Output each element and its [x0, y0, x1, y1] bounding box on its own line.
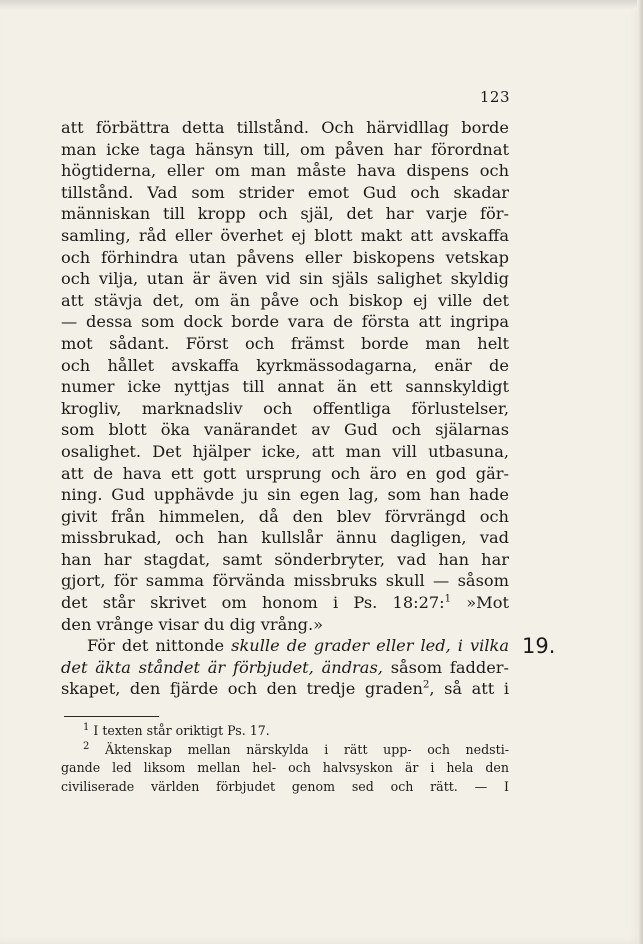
footnote-2-line: civiliserade världen förbjudet genom sed och rätt. — I [61, 778, 509, 794]
psalm-citation: det står skrivet om honom i Ps. 18:27: [61, 593, 445, 613]
text-line: osalighet. Det hjälper icke, att man vill utbasuna, [61, 441, 509, 461]
text-line: — dessa som dock borde vara de första att ingripa [61, 312, 509, 332]
page-right-edge [637, 0, 643, 944]
text-line: numer icke nyttjas till annat än ett sannskyldigt [61, 377, 509, 397]
footnote-1 [61, 722, 509, 741]
text-line: människan till kropp och själ, det har varje för- [61, 204, 509, 224]
footnote-rule [64, 716, 159, 717]
text-line: han har stagdat, samt sönderbryter, vad han har [61, 549, 509, 569]
text-line: som blott öka vanärandet av Gud och själarnas [61, 420, 509, 440]
text-run: , så att i [429, 679, 509, 699]
text-line [61, 592, 509, 614]
text-line: och hållet avskaffa kyrkmässodagarna, enär de [61, 355, 509, 375]
text-line: att förbättra detta tillstånd. Och härvidllag borde [61, 118, 509, 137]
text-run: såsom fadder- [382, 657, 510, 677]
footnote-text: I texten står oriktigt Ps. 17. [93, 723, 270, 738]
footnote-marker: 1 [83, 721, 90, 733]
italic-phrase: det äkta ståndet är förbjudet, ändras, [61, 657, 383, 677]
footnote-2 [61, 741, 509, 760]
footnote-marker: 2 [83, 740, 90, 752]
footnote-text: Äktenskap mellan närskylda i rätt upp- och nedsti- [104, 741, 509, 757]
footnote-ref-2: 2 [422, 680, 430, 692]
paragraph-start-line [61, 635, 509, 657]
margin-section-number: 19. [522, 634, 556, 658]
page-top-edge [0, 0, 643, 10]
text-line [61, 678, 509, 700]
text-run: skapet, den fjärde och den tredje graden [61, 679, 423, 699]
text-line: missbrukad, och han kullslår ännu dagligen, vad [61, 528, 509, 548]
text-line: krogliv, marknadsliv och offentliga förlustelser, [61, 398, 509, 418]
page-number: 123 [479, 88, 510, 106]
footnote-2-line: gande led liksom mellan hel- och halvsyskon är i hela den [61, 760, 509, 775]
text-line: gjort, för samma förvända missbruks skull — såsom [61, 571, 509, 591]
text-line: tillstånd. Vad som strider emot Gud och skadar [61, 182, 509, 202]
text-line [61, 657, 509, 679]
text-line: den vrånge visar du dig vrång.» [61, 614, 324, 634]
text-line: och vilja, utan är även vid sin själs salighet skyldig [61, 269, 509, 289]
body-text [61, 117, 509, 700]
text-line: samling, råd eller överhet ej blott makt att avskaffa [61, 225, 509, 245]
text-line: högtiderna, eller om man måste hava dispens och [61, 161, 509, 181]
quote-open: »Mot [466, 593, 509, 613]
paragraph-start: För det nittonde [87, 636, 232, 656]
italic-phrase: skulle de grader eller led, i vilka [231, 636, 509, 656]
text-line: att stävja det, om än påve och biskop ej ville det [61, 290, 509, 310]
text-line: givit från himmelen, då den blev förvrängd och [61, 506, 509, 526]
footnotes [61, 722, 509, 796]
footnote-ref-1: 1 [444, 593, 452, 605]
text-line: och förhindra utan påvens eller biskopens vetskap [61, 247, 509, 267]
text-line: man icke taga hänsyn till, om påven har förordnat [61, 139, 509, 159]
text-line: ning. Gud upphävde ju sin egen lag, som han hade [61, 485, 509, 505]
text-line: att de hava ett gott ursprung och äro en god gär- [61, 463, 509, 483]
text-line: mot sådant. Först och främst borde man helt [61, 333, 509, 353]
